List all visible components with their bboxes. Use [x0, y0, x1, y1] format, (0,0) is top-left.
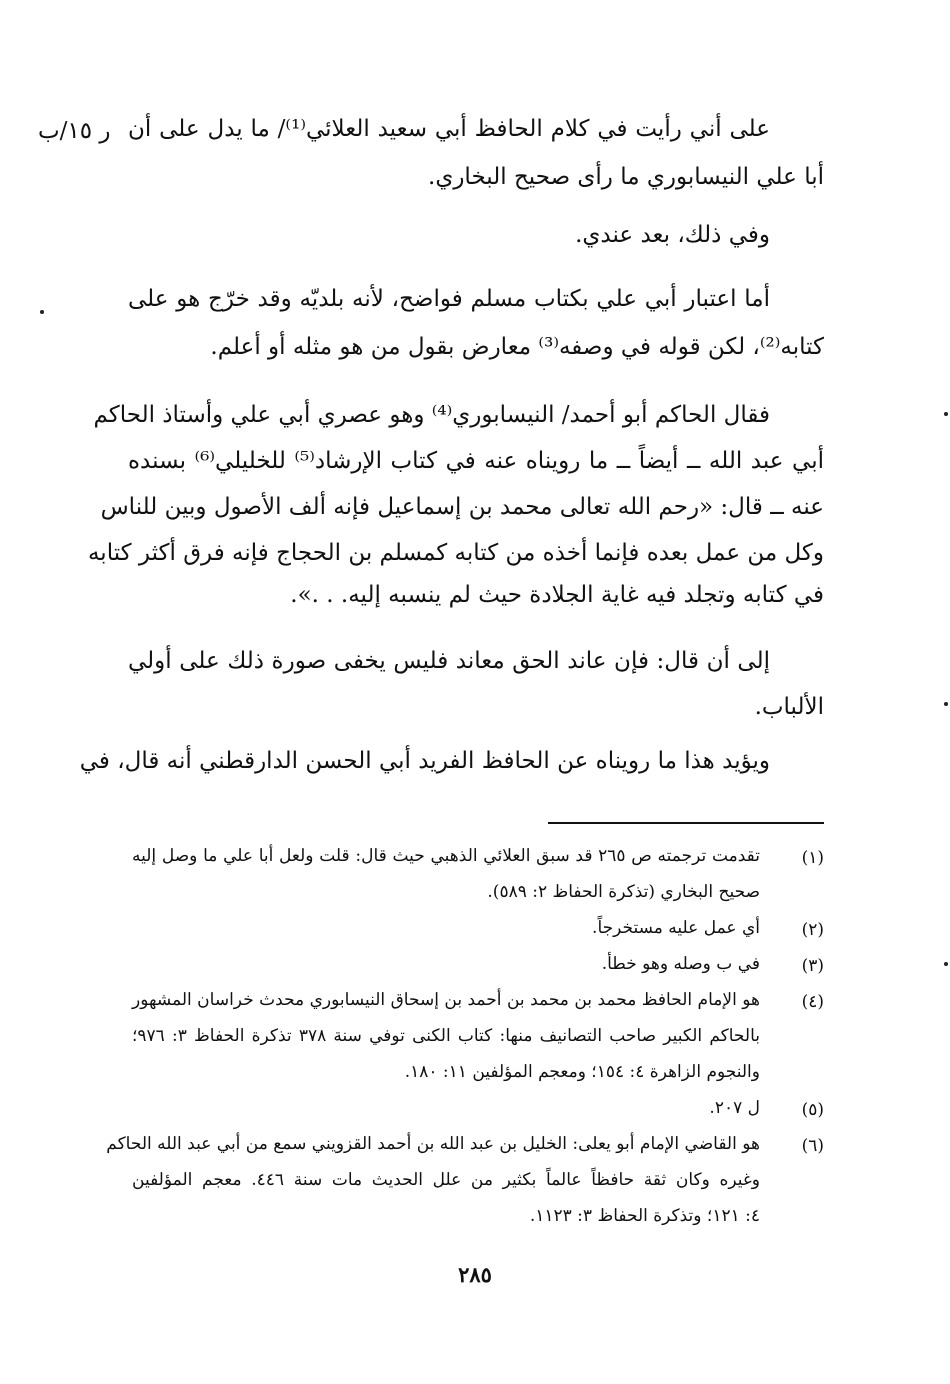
text-line: فقال الحاكم أبو أحمد/ النيسابوري⁽⁴⁾ وهو عصري أبي علي وأستاذ الحاكم: [93, 402, 770, 428]
footnote-number: (٦): [801, 1136, 824, 1156]
text-line: أبا علي النيسابوري ما رأى صحيح البخاري.: [428, 164, 824, 190]
footnote-line: بالحاكم الكبير صاحب التصانيف منها: كتاب الكنى توفي سنة ٣٧٨ تذكرة الحفاظ ٣: ٩٧٦؛: [132, 1026, 760, 1046]
text-line: وفي ذلك، بعد عندي.: [575, 222, 770, 248]
footnote-line: هو القاضي الإمام أبو يعلى: الخليل بن عبد الله بن أحمد القزويني سمع من أبي عبد الله الحاكم: [106, 1134, 760, 1154]
footnote-number: (٥): [801, 1100, 824, 1120]
scan-speck: [944, 702, 948, 706]
footnote-separator: [548, 822, 824, 824]
footnote-number: (٢): [801, 920, 824, 940]
text-line: في كتابه وتجلد فيه غاية الجلادة حيث لم ينسبه إليه. . .».: [290, 582, 824, 608]
footnote-line: وغيره وكان ثقة حافظاً عالماً بكثير من علل الحديث مات سنة ٤٤٦. معجم المؤلفين: [132, 1170, 760, 1190]
footnote-line: ٤: ١٢١؛ وتذكرة الحفاظ ٣: ١١٢٣.: [529, 1206, 760, 1226]
footnote-line: أي عمل عليه مستخرجاً.: [592, 918, 760, 938]
text-line: أما اعتبار أبي علي بكتاب مسلم فواضح، لأنه بلديّه وقد خرّج هو على: [128, 286, 770, 312]
footnote-line: في ب وصله وهو خطأ.: [601, 954, 760, 974]
text-line: عنه ــ قال: «رحم الله تعالى محمد بن إسماعيل فإنه ألف الأصول وبين للناس: [100, 494, 824, 520]
text-line: وكل من عمل بعده فإنما أخذه من كتابه كمسلم بن الحجاج فإنه فرق أكثر كتابه: [87, 540, 824, 566]
text-line: أبي عبد الله ــ أيضاً ــ ما رويناه عنه في كتاب الإرشاد⁽⁵⁾ للخليلي⁽⁶⁾ بسنده: [128, 448, 824, 474]
text-line: كتابه⁽²⁾، لكن قوله في وصفه⁽³⁾ معارض بقول من هو مثله أو أعلم.: [210, 334, 824, 360]
footnote-number: (٤): [801, 992, 824, 1012]
page-number: ٢٨٥: [458, 1262, 492, 1287]
text-line: على أني رأيت في كلام الحافظ أبي سعيد العلائي⁽¹⁾/ ما يدل على أن: [128, 116, 770, 142]
scan-speck: [944, 412, 948, 416]
scan-speck: [944, 962, 948, 966]
footnote-line: والنجوم الزاهرة ٤: ١٥٤؛ ومعجم المؤلفين ١١: ١٨٠.: [404, 1062, 760, 1082]
manuscript-folio-note: ر ١٥/ب: [38, 118, 111, 144]
footnote-number: (١): [801, 848, 824, 868]
footnote-line: صحيح البخاري (تذكرة الحفاظ ٢: ٥٨٩).: [487, 882, 760, 902]
footnote-line: تقدمت ترجمته ص ٢٦٥ قد سبق العلائي الذهبي حيث قال: قلت ولعل أبا علي ما وصل إليه: [132, 846, 760, 866]
scan-speck: [40, 310, 44, 314]
text-line: الألباب.: [754, 694, 824, 720]
footnote-number: (٣): [801, 956, 824, 976]
footnote-line: ل ٢٠٧.: [709, 1098, 760, 1118]
text-line: ويؤيد هذا ما رويناه عن الحافظ الفريد أبي الحسن الدارقطني أنه قال، في: [79, 748, 770, 774]
text-line: إلى أن قال: فإن عاند الحق معاند فليس يخفى صورة ذلك على أولي: [128, 648, 770, 674]
footnote-line: هو الإمام الحافظ محمد بن محمد بن أحمد بن إسحاق النيسابوري محدث خراسان المشهور: [132, 990, 760, 1010]
